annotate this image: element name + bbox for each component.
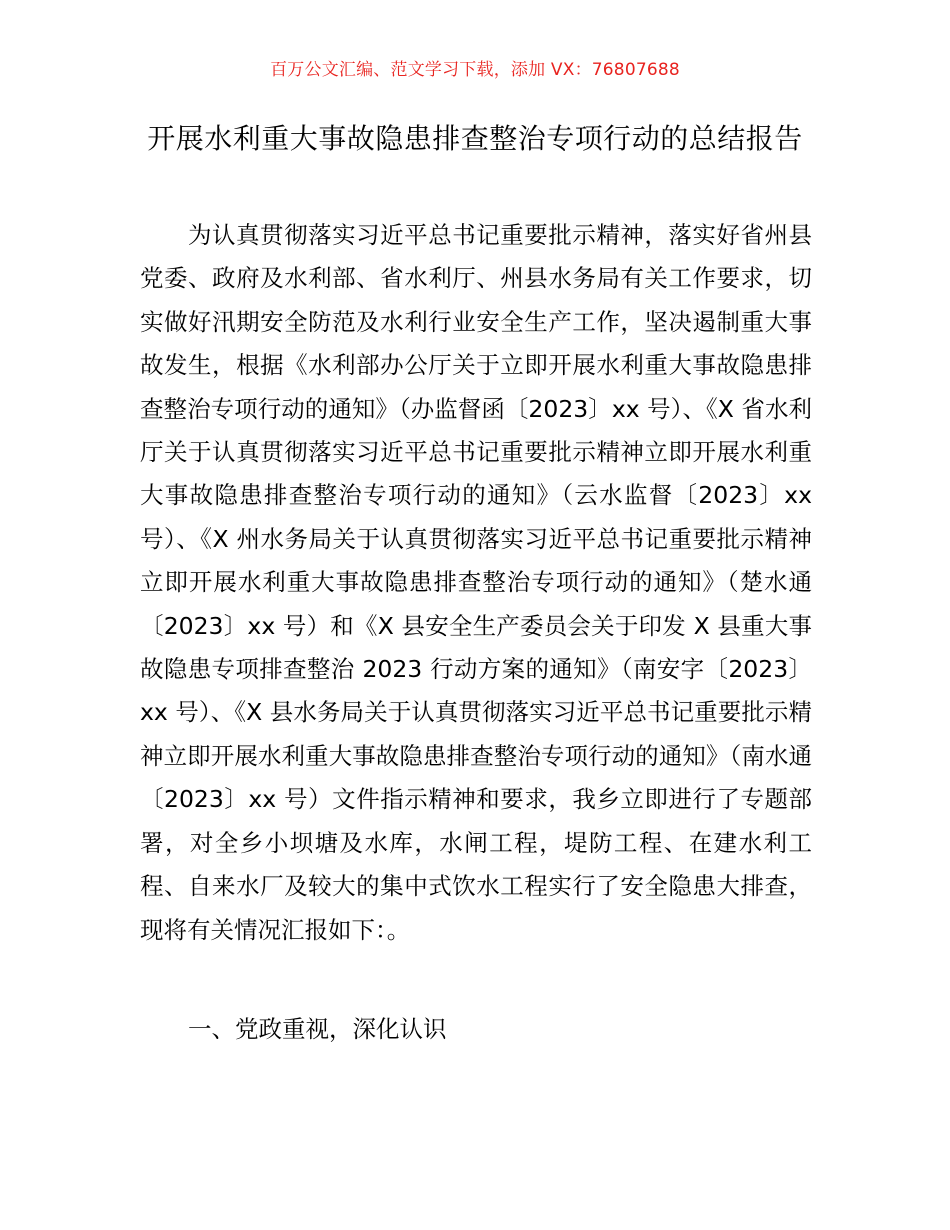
intro-paragraph: 为认真贯彻落实习近平总书记重要批示精神，落实好省州县党委、政府及水利部、省水利厅、州县水务局有关工作要求，切实做好汛期安全防范及水利行业安全生产工作，坚决遏制重大事故发生，根据《水利部办公厅关于立即开展水利重大事故隐患排查整治专项行动的通知》（办监督函〔2023〕xx 号）、《X 省水利厅关于认真贯彻落实习近平总书记重要批示精神立即开展水利重大事故隐患排查整治专项行动的通知》（云水监督〔2023〕xx 号）、《X 州水务局关于认真贯彻落实习近平总书记重要批示精神立即开展水利重大事故隐患排查整治专项行动的通知》（楚水通〔2023〕xx 号）和《X 县安全生产委员会关于印发 X 县重大事故隐患专项排查整治 2023 行动方案的通知》（南安字〔2023〕xx 号）、《X 县水务局关于认真贯彻落实习近平总书记重要批示精神立即开展水利重大事故隐患排查整治专项行动的通知》（南水通〔2023〕xx 号）文件指示精神和要求，我乡立即进行了专题部署，对全乡小坝塘及水库，水闸工程，堤防工程、在建水利工程、自来水厂及较大的集中式饮水工程实行了安全隐患大排查，现将有关情况汇报如下：。 [140, 221, 812, 944]
section-heading-1: 一、党政重视，深化认识 [188, 1015, 447, 1043]
document-title: 开展水利重大事故隐患排查整治专项行动的总结报告 [147, 122, 803, 155]
watermark-header: 百万公文汇编、范文学习下载，添加 VX：76807688 [270, 60, 680, 80]
